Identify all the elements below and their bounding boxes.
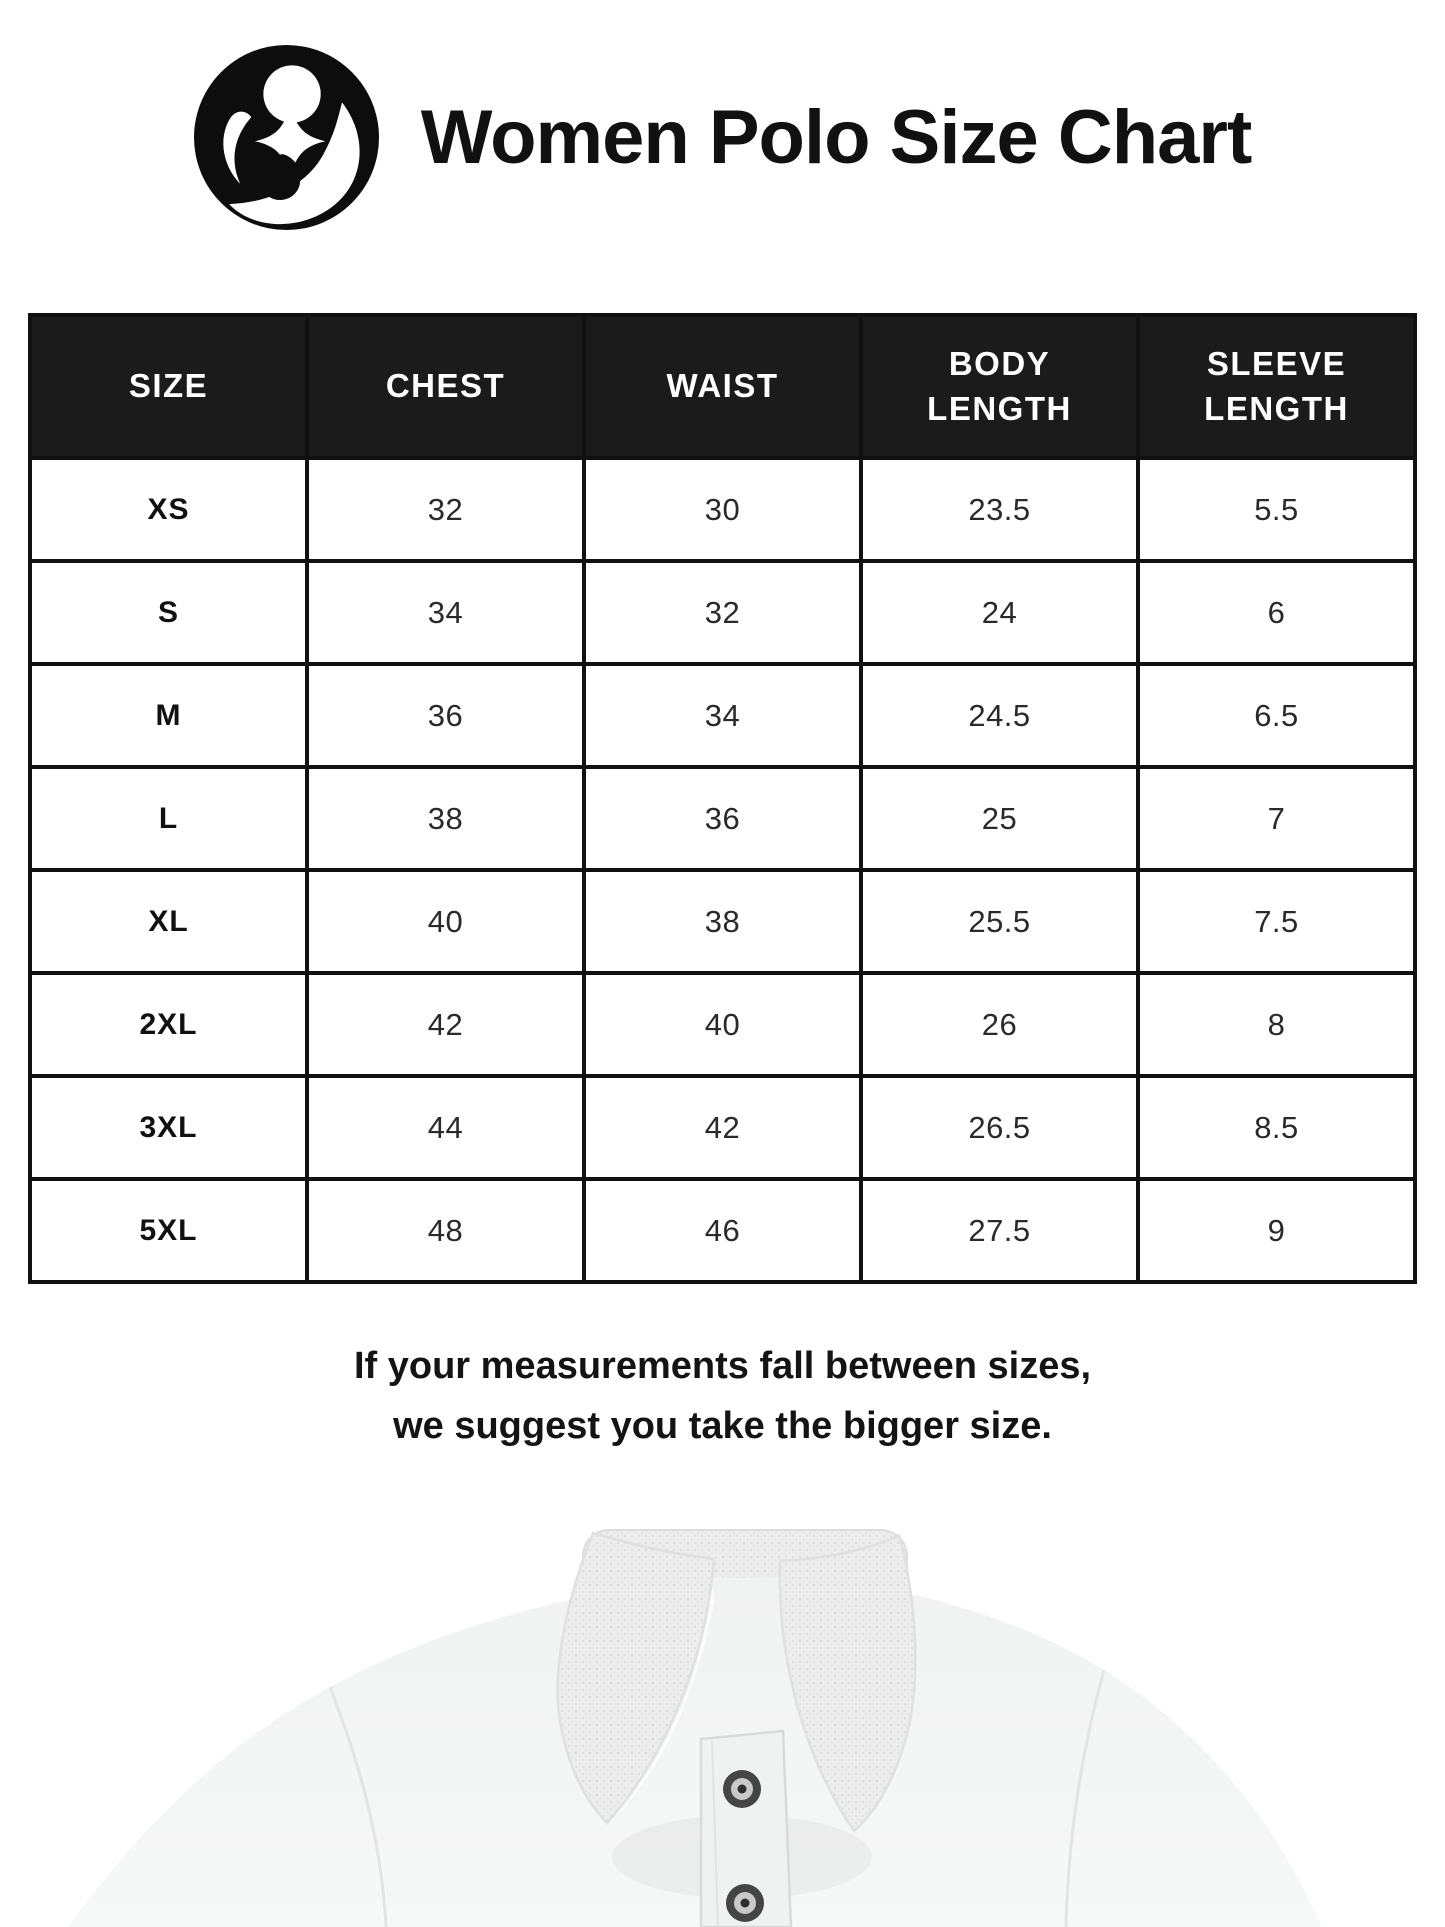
fit-note-line-1: If your measurements fall between sizes, (353, 1345, 1092, 1387)
table-body (30, 458, 1415, 1282)
sleeve-length-cell: 8 (1138, 973, 1415, 1076)
sleeve-length-cell: 5.5 (1138, 458, 1415, 561)
size-cell: XS (30, 458, 307, 561)
waist-cell: 42 (584, 1076, 861, 1179)
header-row (30, 315, 1415, 458)
chest-cell: 44 (307, 1076, 584, 1179)
chest-cell: 40 (307, 870, 584, 973)
chest-cell: 42 (307, 973, 584, 1076)
table-row (30, 973, 1415, 1076)
body-length-cell: 26.5 (861, 1076, 1138, 1179)
table-row (30, 458, 1415, 561)
size-cell: XL (30, 870, 307, 973)
size-cell: M (30, 664, 307, 767)
sleeve-length-cell: 8.5 (1138, 1076, 1415, 1179)
brand-header (0, 0, 1445, 230)
sleeve-length-cell: 6.5 (1138, 664, 1415, 767)
body-length-cell: 25.5 (861, 870, 1138, 973)
table-row (30, 767, 1415, 870)
size-cell: 3XL (30, 1076, 307, 1179)
mother-and-child-logo-icon (194, 45, 379, 230)
body-length-cell: 27.5 (861, 1179, 1138, 1282)
sleeve-length-cell: 7.5 (1138, 870, 1415, 973)
waist-cell: 32 (584, 561, 861, 664)
table-header (30, 315, 1415, 458)
body-length-cell: 26 (861, 973, 1138, 1076)
top-button (723, 1770, 761, 1808)
size-cell: L (30, 767, 307, 870)
column-header-body-length: BODY LENGTH (861, 315, 1138, 458)
fit-note-line-2: we suggest you take the bigger size. (393, 1405, 1052, 1448)
body-length-cell: 24 (861, 561, 1138, 664)
body-length-cell: 23.5 (861, 458, 1138, 561)
fit-note (0, 1336, 1445, 1456)
page-title: Women Polo Size Chart (420, 95, 1252, 180)
waist-cell: 38 (584, 870, 861, 973)
size-chart-table (28, 313, 1417, 1284)
waist-cell: 40 (584, 973, 861, 1076)
chest-cell: 38 (307, 767, 584, 870)
body-length-cell: 24.5 (861, 664, 1138, 767)
waist-cell: 46 (584, 1179, 861, 1282)
table-row (30, 870, 1415, 973)
polo-shirt-image (0, 1527, 1445, 1927)
sleeve-length-cell: 7 (1138, 767, 1415, 870)
column-header-size: SIZE (30, 315, 307, 458)
column-header-sleeve-length: SLEEVE LENGTH (1138, 315, 1415, 458)
table-row (30, 1076, 1415, 1179)
chest-cell: 48 (307, 1179, 584, 1282)
table-row (30, 561, 1415, 664)
size-cell: S (30, 561, 307, 664)
column-header-waist: WAIST (584, 315, 861, 458)
sleeve-length-cell: 9 (1138, 1179, 1415, 1282)
chest-cell: 34 (307, 561, 584, 664)
table-row (30, 664, 1415, 767)
sleeve-length-cell: 6 (1138, 561, 1415, 664)
waist-cell: 36 (584, 767, 861, 870)
table-row (30, 1179, 1415, 1282)
size-cell: 5XL (30, 1179, 307, 1282)
body-length-cell: 25 (861, 767, 1138, 870)
chest-cell: 32 (307, 458, 584, 561)
waist-cell: 30 (584, 458, 861, 561)
waist-cell: 34 (584, 664, 861, 767)
chest-cell: 36 (307, 664, 584, 767)
bottom-button (726, 1884, 764, 1922)
size-cell: 2XL (30, 973, 307, 1076)
column-header-chest: CHEST (307, 315, 584, 458)
